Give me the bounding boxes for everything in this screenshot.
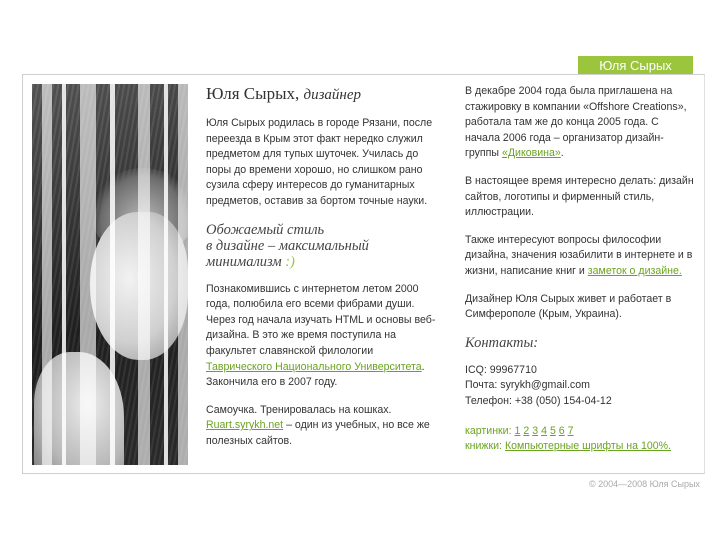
picture-link-1[interactable]: 1 <box>514 424 521 437</box>
style-quote-word: минимализм <box>206 253 282 270</box>
picture-link-6[interactable]: 6 <box>558 424 565 437</box>
smile-emoticon: :) <box>285 253 295 270</box>
contacts-list <box>465 363 695 410</box>
location-paragraph: Дизайнер Юля Сырых живет и работает в Симферополе (Крым, Украина). <box>465 292 672 321</box>
bio-paragraph: Юля Сырых родилась в городе Рязани, после переезда в Крым этот факт нередко служил предметом для тупых шуточек. Училась до поры до времени хорошо, но слишком рано сузила сферу интересов до гуманитарных предметов, оставив за бортом точные науки. <box>206 117 433 207</box>
university-link[interactable]: Таврического Национального Университета <box>206 360 422 373</box>
contact-phone: Телефон: +38 (050) 154-04-12 <box>465 394 612 407</box>
picture-link-5[interactable]: 5 <box>549 424 556 437</box>
picture-link-7[interactable]: 7 <box>567 424 574 437</box>
photo-stripe <box>178 84 188 465</box>
career-paragraph <box>465 84 695 162</box>
contact-email: Почта: syrykh@gmail.com <box>465 379 590 392</box>
info-column <box>465 84 695 455</box>
photo-stripe <box>110 84 115 465</box>
bio-paragraph <box>206 282 442 391</box>
photo-stripe <box>42 84 52 465</box>
pictures-label: картинки: <box>465 424 512 437</box>
page-title-role: дизайнер <box>303 87 362 103</box>
bio-paragraph <box>206 403 442 450</box>
bio-text: . Закончила его в 2007 году. <box>206 360 425 389</box>
contacts-heading: Контакты: <box>465 334 539 351</box>
style-quote-line: в дизайне – максимальный <box>206 237 369 254</box>
career-text: . <box>560 147 564 160</box>
style-quote-line: Обожаемый стиль <box>206 221 325 238</box>
bio-text: Познакомившись с интернетом летом 2000 года, полюбила его всеми фибрами души. Через год начала изучать HTML и основы веб-дизайна. В это же время поступила на факультет славянской филологии <box>206 282 436 357</box>
bio-text: Самоучка. Тренировалась на кошках. <box>206 403 392 416</box>
picture-link-4[interactable]: 4 <box>541 424 547 437</box>
style-quote <box>206 222 442 270</box>
picture-link-3[interactable]: 3 <box>532 424 539 437</box>
portrait-photo <box>32 84 188 465</box>
picture-link-2[interactable]: 2 <box>523 424 530 437</box>
dikovina-link[interactable]: «Диковина» <box>501 147 561 160</box>
photo-stripe <box>164 84 168 465</box>
pictures-row <box>465 424 695 440</box>
page-title-name: Юля Сырых, <box>206 84 300 103</box>
design-notes-link[interactable]: заметок о дизайне. <box>587 264 682 277</box>
bio-text: – один из учебных, но все же полезных сайтов. <box>206 419 430 447</box>
style-quote-line <box>206 254 442 270</box>
photo-stripe <box>80 84 96 465</box>
interests-paragraph: В настоящее время интересно делать: дизайн сайтов, логотипы и фирменный стиль, иллюстрации. <box>465 174 694 219</box>
bio-column <box>206 84 442 462</box>
fonts-book-link[interactable]: Компьютерные шрифты на 100%. <box>504 440 672 453</box>
photo-stripe <box>138 84 150 465</box>
copyright-footer: © 2004—2008 Юля Сырых <box>589 479 700 489</box>
books-label: книжки: <box>465 440 502 453</box>
books-row <box>465 439 695 455</box>
ruart-site-link[interactable]: Ruart.syrykh.net <box>206 419 284 432</box>
philosophy-paragraph <box>465 233 695 280</box>
extra-links <box>465 424 695 455</box>
photo-stripe <box>62 84 66 465</box>
philosophy-text: Также интересуют вопросы философии дизайна, значения юзабилити в интернете и в жизни, написание книг и <box>465 233 693 277</box>
contact-icq: ICQ: 99967710 <box>465 363 537 376</box>
site-title-tab: Юля Сырых <box>578 56 693 75</box>
career-text: В декабре 2004 года была приглашена на стажировку в компании «Offshore Creations», работала там же до конца 2005 года. С начала 2006 года – организатор дизайн-группы <box>465 85 687 160</box>
page-title <box>206 84 442 104</box>
